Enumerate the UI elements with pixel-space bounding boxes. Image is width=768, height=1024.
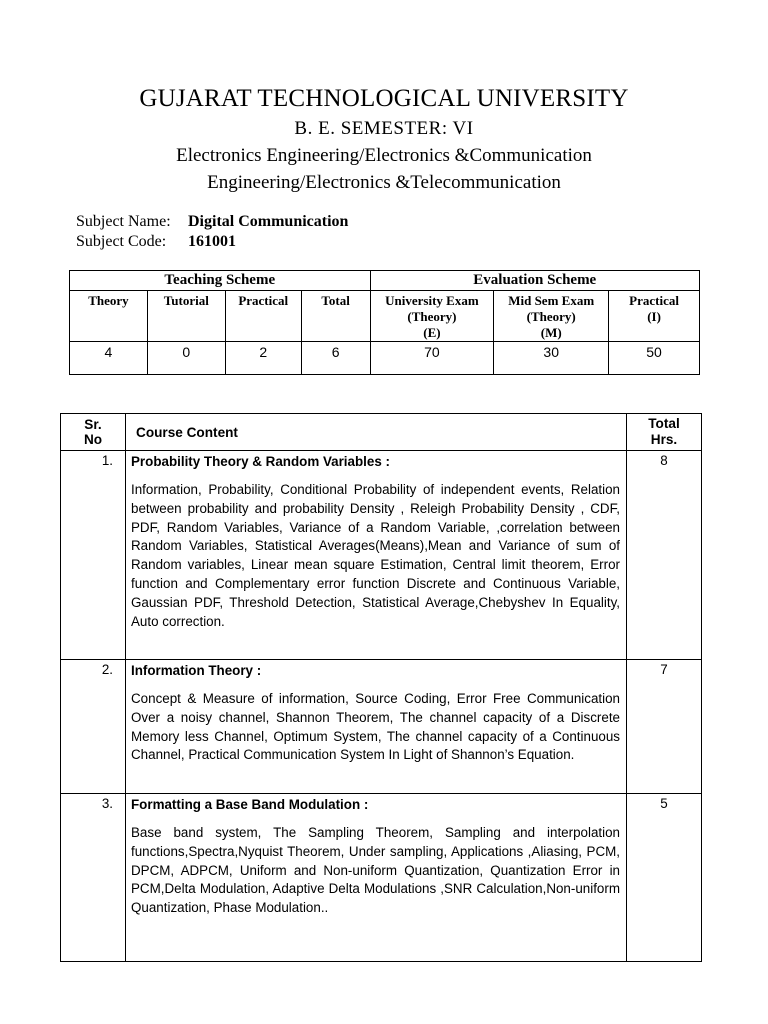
sr-no-header [61,414,126,451]
topic-title: Formatting a Base Band Modulation : [131,797,369,812]
scheme-table [69,270,700,375]
course-content-header: Course Content [126,414,627,451]
scheme-value: 70 [370,342,494,375]
table-row [61,451,702,660]
subject-name-label: Subject Name: [76,213,171,230]
evaluation-scheme-heading: Evaluation Scheme [370,271,699,291]
header-line: Practical [238,293,289,308]
topic-description: Information, Probability, Conditional Probability of independent events, Relation between probability and probability Density , Releigh Probability Density , CDF, PDF, Random Variables, Variance of a Random Variable, ,correlation between Random Variables, Statistical Averages(Means),Mean and Variance of sum of Random variables, Linear mean square Estimation, Central limit theorem, Error function and Complementary error function Discrete and Continuous Variable, Gaussian PDF, Threshold Detection, Statistical Average,Chebyshev In Equality, Auto correction. [131,482,620,629]
header-line: Hrs. [650,432,678,447]
topic-title: Probability Theory & Random Variables : [131,454,390,469]
document-header [0,84,768,195]
subject-code-row [76,232,348,252]
scheme-col-header [370,291,494,342]
scheme-value: 30 [494,342,609,375]
header-line: Total [648,416,680,431]
scheme-col-header [494,291,609,342]
topic-description: Base band system, The Sampling Theorem, Sampling and interpolation functions,Spectra,Nyquist Theorem, Under sampling, Applications ,Aliasing, PCM, DPCM, ADPCM, Uniform and Non-uniform Quantization, Quantization Error in PCM,Delta Modulation, Adaptive Delta Modulations ,SNR Calculation,Non-uniform Quantization, Phase Modulation.. [131,825,620,916]
branch-line-2: Engineering/Electronics &Telecommunication [207,172,561,193]
header-line: (E) [423,325,441,340]
scheme-col-header [70,291,148,342]
row-hours: 5 [627,794,702,962]
branch-line-1: Electronics Engineering/Electronics &Communication [176,145,592,166]
scheme-value: 0 [147,342,225,375]
scheme-col-header [147,291,225,342]
row-sr-no: 2. [61,660,126,794]
subject-info [76,212,348,252]
header-line: Tutorial [163,293,209,308]
header-line: (Theory) [407,309,457,324]
course-content-table [60,413,702,962]
scheme-value: 4 [70,342,148,375]
header-line: University Exam [385,293,479,308]
header-line: Sr. [84,417,102,432]
subject-code-value: 161001 [188,233,236,250]
scheme-col-header [225,291,301,342]
header-line: (M) [540,325,562,340]
scheme-value: 2 [225,342,301,375]
total-hrs-header [627,414,702,451]
row-content [126,451,627,660]
row-sr-no: 1. [61,451,126,660]
table-row [61,794,702,962]
scheme-col-header [301,291,370,342]
header-line: No [83,432,103,447]
table-row [61,660,702,794]
subject-name-value: Digital Communication [188,213,349,230]
header-line: Total [321,293,350,308]
row-hours: 7 [627,660,702,794]
row-hours: 8 [627,451,702,660]
subject-code-label: Subject Code: [76,233,167,250]
scheme-value: 6 [301,342,370,375]
row-content [126,794,627,962]
topic-title: Information Theory : [131,663,262,678]
scheme-value: 50 [609,342,700,375]
header-line: Theory [88,293,129,308]
semester-title: B. E. SEMESTER: VI [294,118,474,139]
topic-description: Concept & Measure of information, Source Coding, Error Free Communication Over a noisy channel, Shannon Theorem, The channel capacity of a Discrete Memory less Channel, Optimum System, The channel capacity of a Continuous Channel, Practical Communication System In Light of Shannon’s Equation. [131,691,620,763]
scheme-col-header [609,291,700,342]
teaching-scheme-heading: Teaching Scheme [70,271,371,291]
row-sr-no: 3. [61,794,126,962]
subject-name-row [76,212,348,232]
university-title: GUJARAT TECHNOLOGICAL UNIVERSITY [139,85,629,112]
header-line: Practical [629,293,679,308]
header-line: Mid Sem Exam [508,293,595,308]
row-content [126,660,627,794]
header-line: (I) [647,309,661,324]
header-line: (Theory) [526,309,576,324]
